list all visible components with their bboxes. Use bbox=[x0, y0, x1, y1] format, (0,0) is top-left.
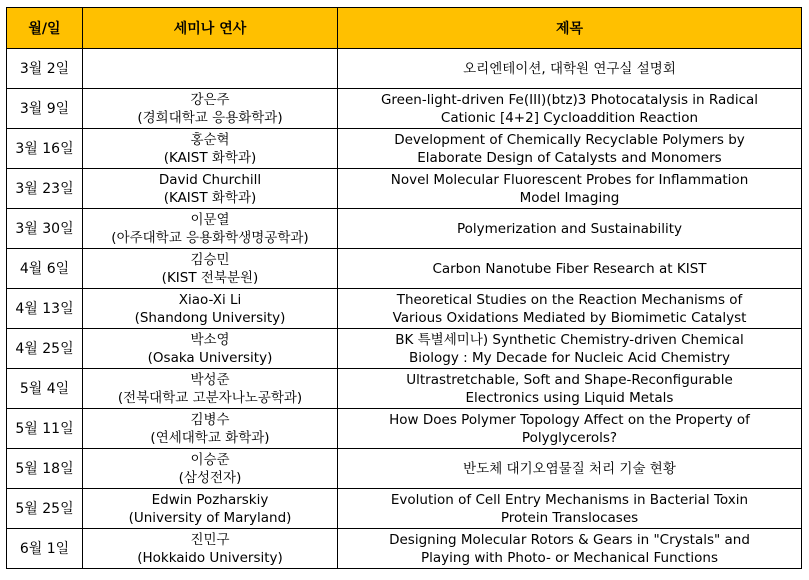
speaker-name: Edwin Pozharskiy bbox=[151, 491, 269, 508]
table-row bbox=[7, 49, 802, 89]
date-cell: 3월 9일 bbox=[7, 89, 83, 129]
speaker-affiliation: (KAIST 화학과) bbox=[163, 149, 257, 166]
date-cell: 5월 18일 bbox=[7, 449, 83, 489]
title-cell bbox=[338, 489, 802, 529]
speaker-cell bbox=[83, 209, 338, 249]
table-row bbox=[7, 169, 802, 209]
speaker-name: 홍순혁 bbox=[190, 131, 230, 148]
table-row bbox=[7, 369, 802, 409]
seminar-title-line: Biology : My Decade for Nucleic Acid Chemistry bbox=[408, 349, 730, 366]
speaker-name: 진민구 bbox=[190, 531, 230, 548]
header-speaker: 세미나 연사 bbox=[83, 8, 338, 49]
speaker-name: David Churchill bbox=[158, 171, 262, 188]
table-row bbox=[7, 289, 802, 329]
date-cell: 5월 4일 bbox=[7, 369, 83, 409]
seminar-title-line: Playing with Photo- or Mechanical Functions bbox=[421, 549, 718, 566]
title-cell bbox=[338, 529, 802, 569]
speaker-affiliation: (전북대학교 고분자나노공학과) bbox=[117, 389, 303, 406]
speaker-cell bbox=[83, 49, 338, 89]
speaker-affiliation: (University of Maryland) bbox=[128, 509, 292, 526]
speaker-affiliation: (경희대학교 응용화학과) bbox=[137, 109, 283, 126]
date-cell: 3월 16일 bbox=[7, 129, 83, 169]
speaker-name: 김병수 bbox=[190, 411, 230, 428]
speaker-cell bbox=[83, 249, 338, 289]
seminar-title-line: Electronics using Liquid Metals bbox=[465, 389, 674, 406]
seminar-title-line: 오리엔테이션, 대학원 연구실 설명회 bbox=[463, 60, 676, 77]
speaker-affiliation: (Shandong University) bbox=[134, 309, 286, 326]
table-row bbox=[7, 529, 802, 569]
seminar-title-line: Evolution of Cell Entry Mechanisms in Bacterial Toxin bbox=[390, 491, 749, 508]
speaker-cell bbox=[83, 369, 338, 409]
title-cell bbox=[338, 289, 802, 329]
speaker-cell bbox=[83, 489, 338, 529]
title-cell bbox=[338, 89, 802, 129]
title-cell bbox=[338, 129, 802, 169]
header-date: 월/일 bbox=[7, 8, 83, 49]
seminar-title-line: Green-light-driven Fe(III)(btz)3 Photocatalysis in Radical bbox=[380, 91, 759, 108]
title-cell bbox=[338, 409, 802, 449]
seminar-title-line: Polyglycerols? bbox=[521, 429, 618, 446]
date-cell: 5월 11일 bbox=[7, 409, 83, 449]
table-row bbox=[7, 129, 802, 169]
seminar-title-line: Protein Translocases bbox=[500, 509, 639, 526]
table-row bbox=[7, 89, 802, 129]
title-cell bbox=[338, 329, 802, 369]
speaker-name: 김승민 bbox=[190, 251, 230, 268]
seminar-title-line: Theoretical Studies on the Reaction Mechanisms of bbox=[396, 291, 743, 308]
speaker-cell bbox=[83, 289, 338, 329]
date-cell: 3월 2일 bbox=[7, 49, 83, 89]
seminar-title-line: Designing Molecular Rotors & Gears in "Crystals" and bbox=[389, 531, 750, 548]
speaker-name: 강은주 bbox=[190, 91, 230, 108]
seminar-schedule-table bbox=[6, 7, 802, 569]
seminar-title-line: Model Imaging bbox=[519, 189, 620, 206]
seminar-title-line: Novel Molecular Fluorescent Probes for Inflammation bbox=[390, 171, 749, 188]
date-cell: 4월 6일 bbox=[7, 249, 83, 289]
speaker-affiliation: (아주대학교 응용화학생명공학과) bbox=[111, 229, 309, 246]
speaker-affiliation: (삼성전자) bbox=[178, 469, 242, 486]
table-row bbox=[7, 489, 802, 529]
seminar-title-line: Ultrastretchable, Soft and Shape-Reconfigurable bbox=[406, 371, 733, 388]
table-row bbox=[7, 329, 802, 369]
title-cell bbox=[338, 249, 802, 289]
seminar-title-line: Development of Chemically Recyclable Polymers by bbox=[394, 131, 745, 148]
speaker-affiliation: (KIST 전북분원) bbox=[161, 269, 259, 286]
speaker-cell bbox=[83, 409, 338, 449]
table-row bbox=[7, 209, 802, 249]
speaker-name: 박소영 bbox=[190, 331, 230, 348]
seminar-title-line: BK 특별세미나) Synthetic Chemistry-driven Chemical bbox=[395, 331, 744, 348]
date-cell: 4월 25일 bbox=[7, 329, 83, 369]
speaker-name: 박성준 bbox=[190, 371, 230, 388]
speaker-affiliation: (Osaka University) bbox=[147, 349, 273, 366]
date-cell: 5월 25일 bbox=[7, 489, 83, 529]
speaker-name: 이문열 bbox=[190, 211, 230, 228]
date-cell: 4월 13일 bbox=[7, 289, 83, 329]
speaker-name: 이승준 bbox=[190, 451, 230, 468]
seminar-title-line: Various Oxidations Mediated by Biomimetic Catalyst bbox=[392, 309, 747, 326]
speaker-cell bbox=[83, 89, 338, 129]
title-cell bbox=[338, 449, 802, 489]
seminar-title-line: 반도체 대기오염물질 처리 기술 현황 bbox=[463, 460, 676, 477]
table-row bbox=[7, 409, 802, 449]
speaker-cell bbox=[83, 449, 338, 489]
seminar-title-line: How Does Polymer Topology Affect on the Property of bbox=[389, 411, 750, 428]
header-title: 제목 bbox=[338, 8, 802, 49]
speaker-name: Xiao-Xi Li bbox=[178, 291, 242, 308]
seminar-title-line: Elaborate Design of Catalysts and Monomers bbox=[417, 149, 722, 166]
speaker-cell bbox=[83, 529, 338, 569]
date-cell: 6월 1일 bbox=[7, 529, 83, 569]
table-row bbox=[7, 249, 802, 289]
speaker-affiliation: (연세대학교 화학과) bbox=[150, 429, 270, 446]
date-cell: 3월 30일 bbox=[7, 209, 83, 249]
speaker-affiliation: (Hokkaido University) bbox=[137, 549, 283, 566]
seminar-title-line: Carbon Nanotube Fiber Research at KIST bbox=[432, 260, 707, 277]
speaker-cell bbox=[83, 169, 338, 209]
title-cell bbox=[338, 369, 802, 409]
date-cell: 3월 23일 bbox=[7, 169, 83, 209]
title-cell bbox=[338, 209, 802, 249]
title-cell bbox=[338, 169, 802, 209]
seminar-title-line: Cationic [4+2] Cycloaddition Reaction bbox=[440, 109, 699, 126]
speaker-affiliation: (KAIST 화학과) bbox=[163, 189, 257, 206]
header-row bbox=[7, 8, 802, 49]
table-row bbox=[7, 449, 802, 489]
speaker-cell bbox=[83, 129, 338, 169]
seminar-title-line: Polymerization and Sustainability bbox=[456, 220, 683, 237]
title-cell bbox=[338, 49, 802, 89]
speaker-cell bbox=[83, 329, 338, 369]
